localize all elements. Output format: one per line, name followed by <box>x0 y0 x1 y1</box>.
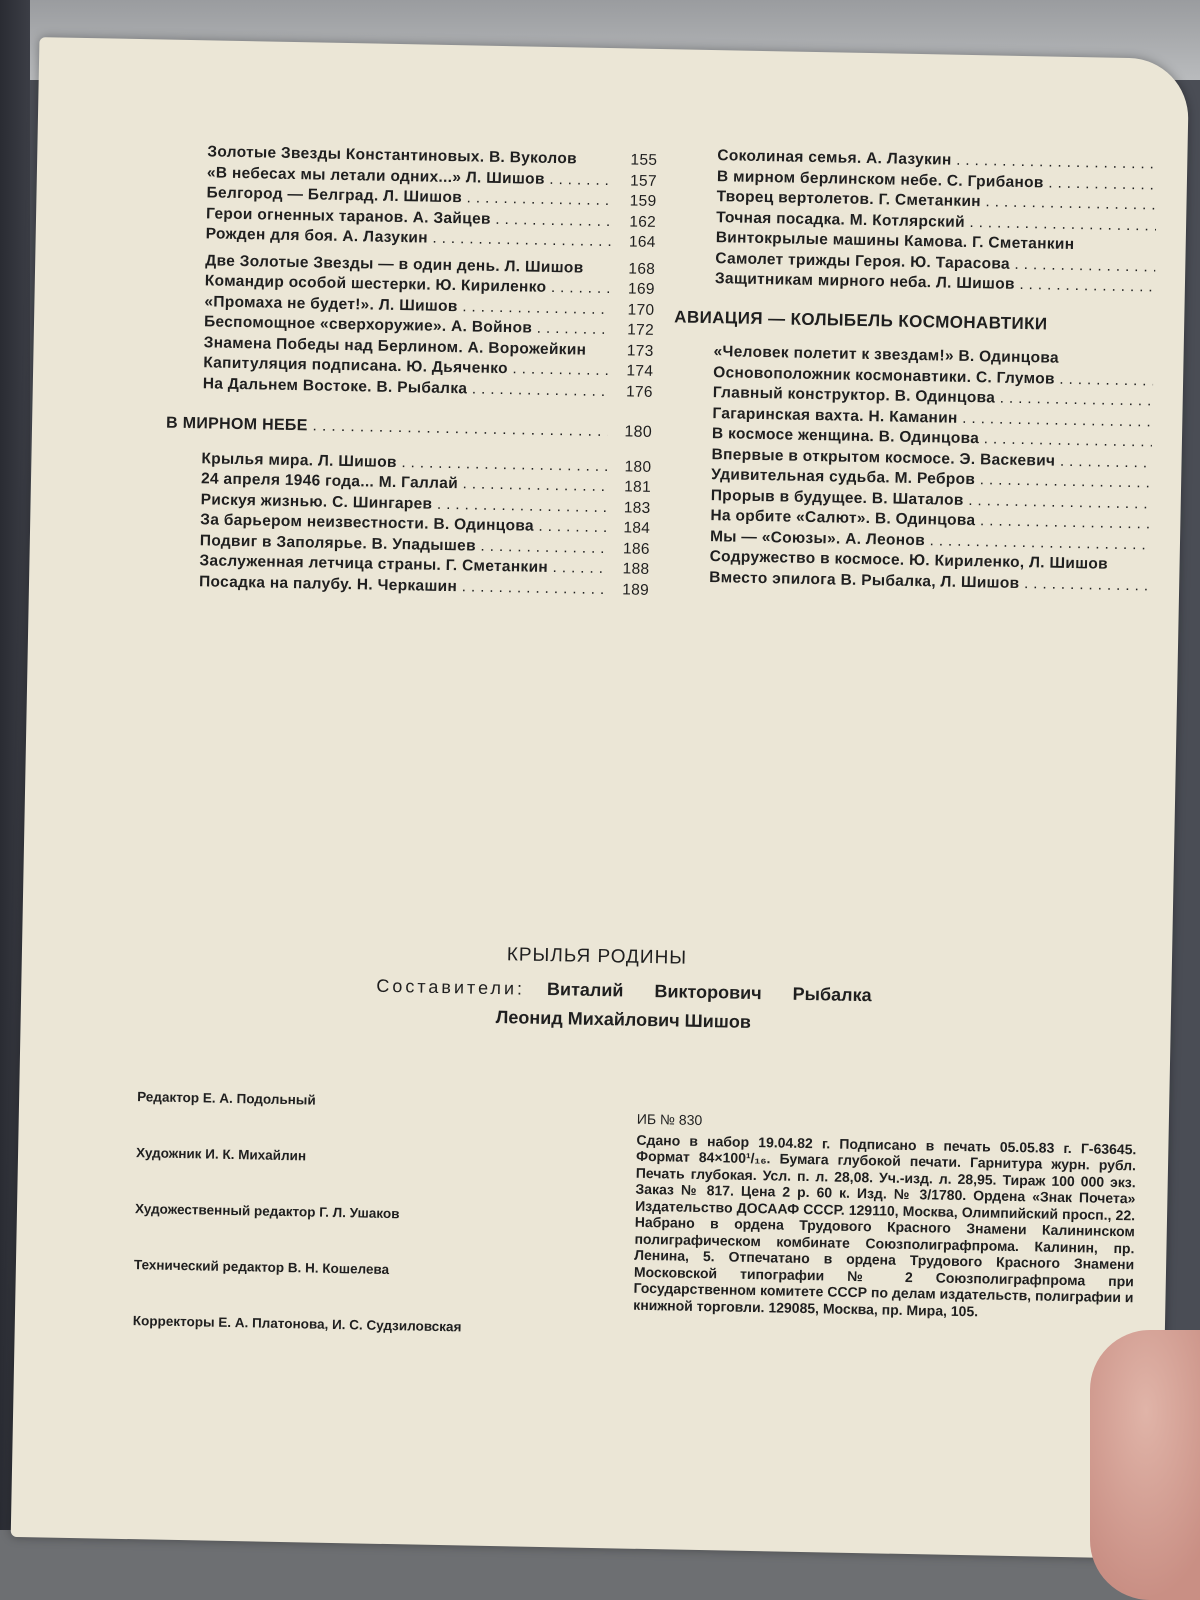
toc-entry: Заслуженная летчица страны. Г. Сметанкин . . . 188 <box>199 551 649 580</box>
toc-entry: Удивительная судьба. М. Ребров . . . <box>711 465 1151 494</box>
ib-number: ИБ № 830 <box>636 1110 703 1129</box>
toc-entry: На орбите «Салют». В. Одинцова . . . <box>710 506 1150 535</box>
staff-credit: Технический редактор В. Н. Кошелева <box>133 1257 390 1278</box>
colophon <box>633 1111 1137 1323</box>
book-title: КРЫЛЬЯ РОДИНЫ <box>506 944 688 969</box>
toc-entry: В космосе женщина. В. Одинцова . . . <box>712 424 1152 453</box>
toc-entry: «Человек полетит к звездам!» В. Одинцова <box>713 343 1060 367</box>
toc-section-heading: В МИРНОМ НЕБЕ . . . 180 <box>166 414 652 444</box>
toc-entry: На Дальнем Востоке. В. Рыбалка . . . 176 <box>203 374 653 403</box>
toc-entry: В мирном берлинском небе. С. Грибанов . . . <box>717 167 1157 196</box>
toc-entry: Содружество в космосе. Ю. Кириленко, Л. Шишов <box>709 548 1109 573</box>
toc-entry: Беспомощное «сверхоружие». А. Войнов . . . 172 <box>204 312 654 341</box>
toc-entry: Капитуляция подписана. Ю. Дьяченко . . . 174 <box>203 353 653 382</box>
toc-section-heading: АВИАЦИЯ — КОЛЫБЕЛЬ КОСМОНАВТИКИ <box>674 306 1048 334</box>
toc-entry: За барьером неизвестности. В. Одинцова . . . 184 <box>200 510 650 539</box>
toc-entry: «Промаха не будет!». Л. Шишов . . . 170 <box>204 292 654 321</box>
colophon-text: Сдано в набор 19.04.82 г. Подписано в печать 05.05.83 г. Г-63645. Формат 84×100¹/₁₆. Бумага глубокой печати. Гарнитура журн. рубл. Печать глубокая. Усл. п. л. 28,08. Уч.-изд. л. 28,95. Тираж 100 000 экз. Заказ № 817. Цена 2 р. 60 к. Изд. № 3/1780. Ордена «Знак Почета» Издательство ДОСААФ СССР. 129110, Москва, Олимпийский просп., 22. Набрано в ордена Трудового Красного Знамени Калининском полиграфическом комбинате Союзполиграфпрома. Калинин, пр. Ленина, 5. Отпечатано в ордена Трудового Красного Знамени Московской типографии № 2 Союзполиграфпрома при Государственном комитете СССР по делам издательств, полиграфии и книжной торговли. 129085, Москва, пр. Мира, 105. <box>633 1131 1137 1319</box>
toc-entry: Точная посадка. М. Котлярский . . . <box>716 208 1156 237</box>
toc-entry: Командир особой шестерки. Ю. Кириленко . . . 169 <box>205 271 655 300</box>
toc-entry: Винтокрылые машины Камова. Г. Сметанкин <box>715 229 1075 254</box>
staff-credit: Художественный редактор Г. Л. Ушаков <box>134 1201 400 1222</box>
toc-right-column <box>674 146 1157 596</box>
toc-entry: Белгород — Белград. Л. Шишов . . . 159 <box>206 183 656 212</box>
toc-entry: 24 апреля 1946 года... М. Галлай . . . 181 <box>201 469 651 498</box>
toc-entry: Две Золотые Звезды — в один день. Л. Шишов 168 <box>205 251 656 278</box>
toc-entry: Рожден для боя. А. Лазукин . . . 164 <box>206 224 656 253</box>
compilers-label: Составители: <box>376 975 526 999</box>
toc-entry: Крылья мира. Л. Шишов . . . 180 <box>201 449 651 478</box>
toc-entry: Прорыв в будущее. В. Шаталов . . . <box>711 486 1151 515</box>
toc-entry: Мы — «Союзы». А. Леонов . . . <box>710 527 1150 556</box>
toc-entry: Рискуя жизнью. С. Шингарев . . . 183 <box>200 490 650 519</box>
toc-entry: Знамена Победы над Берлином. А. Ворожейкин 173 <box>203 333 654 360</box>
toc-left-column <box>165 142 658 601</box>
book-page <box>11 37 1190 1559</box>
toc-entry: Основоположник космонавтики. С. Глумов . . . <box>713 363 1153 392</box>
staff-list <box>132 1089 617 1378</box>
toc-entry: Золотые Звезды Константиновых. В. Вуколов 155 <box>207 143 658 169</box>
toc-entry: Впервые в открытом космосе. Э. Васкевич . . . <box>711 445 1151 474</box>
toc-entry: Вместо эпилога В. Рыбалка, Л. Шишов . . . <box>709 568 1149 597</box>
compilers <box>376 976 977 1038</box>
staff-credit: Корректоры Е. А. Платонова, И. С. Судзиловская <box>132 1313 462 1335</box>
toc-entry: Посадка на палубу. Н. Черкашин . . . 189 <box>199 572 649 601</box>
compiler-name: Виталий Викторович Рыбалка <box>546 979 872 1006</box>
toc-entry: Подвиг в Заполярье. В. Упадышев . . . 186 <box>200 531 650 560</box>
toc-entry: Гагаринская вахта. Н. Каманин . . . <box>712 404 1152 433</box>
thumb <box>1090 1330 1200 1600</box>
toc-entry: Защитникам мирного неба. Л. Шишов . . . <box>715 269 1155 298</box>
toc-entry: Самолет трижды Героя. Ю. Тарасова . . . <box>715 249 1155 278</box>
staff-credit: Редактор Е. А. Подольный <box>137 1089 316 1108</box>
toc-entry: Главный конструктор. В. Одинцова . . . <box>713 383 1153 412</box>
toc-entry: Соколиная семья. А. Лазукин . . . <box>717 146 1157 175</box>
toc-entry: «В небесах мы летали одних...» Л. Шишов . . . 157 <box>207 163 657 192</box>
compiler-name: Леонид Михайлович Шишов <box>495 1007 752 1032</box>
staff-credit: Художник И. К. Михайлин <box>135 1145 307 1164</box>
toc-entry: Творец вертолетов. Г. Сметанкин . . . <box>716 187 1156 216</box>
toc-entry: Герои огненных таранов. А. Зайцев . . . 162 <box>206 204 656 233</box>
